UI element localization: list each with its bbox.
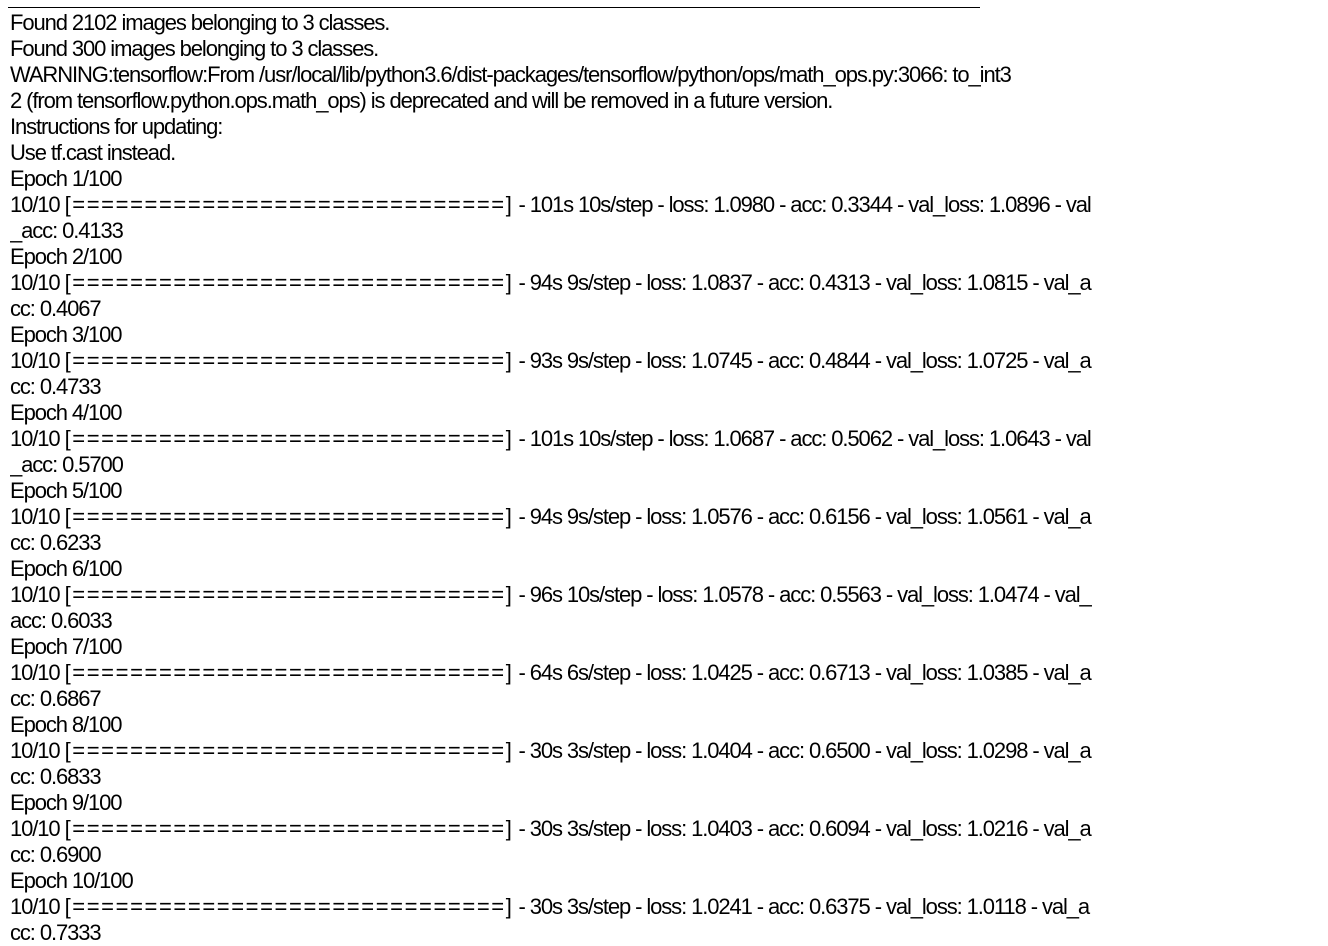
output-line: Found 300 images belonging to 3 classes.: [10, 36, 379, 61]
epoch-progress-line: [10, 270, 1328, 296]
epoch-metrics: - 30s 3s/step - loss: 1.0403 - acc: 0.6094 - val_loss: 1.0216 - val_a: [513, 816, 1091, 841]
epoch-progress-line: [10, 348, 1328, 374]
epoch-metrics-wrap: acc: 0.6033: [10, 608, 112, 633]
epoch-progress-line: [10, 582, 1328, 608]
epoch-label: Epoch 10/100: [10, 868, 133, 893]
step-count: 10/10: [10, 582, 65, 607]
step-count: 10/10: [10, 270, 65, 295]
progress-bar: [==============================]: [64, 660, 514, 685]
step-count: 10/10: [10, 660, 65, 685]
progress-bar: [==============================]: [64, 504, 514, 529]
epoch-label: Epoch 8/100: [10, 712, 122, 737]
epoch-label: Epoch 5/100: [10, 478, 122, 503]
epoch-metrics-wrap: cc: 0.4733: [10, 374, 101, 399]
epoch-label: Epoch 9/100: [10, 790, 122, 815]
step-count: 10/10: [10, 192, 65, 217]
progress-bar: [==============================]: [64, 348, 514, 373]
progress-bar: [==============================]: [64, 816, 514, 841]
output-line: Found 2102 images belonging to 3 classes.: [10, 10, 390, 35]
step-count: 10/10: [10, 816, 65, 841]
epoch-metrics: - 30s 3s/step - loss: 1.0241 - acc: 0.6375 - val_loss: 1.0118 - val_a: [513, 894, 1090, 919]
epoch-metrics-wrap: cc: 0.6233: [10, 530, 101, 555]
epoch-metrics-wrap: _acc: 0.5700: [10, 452, 123, 477]
output-line: Instructions for updating:: [10, 114, 223, 139]
epoch-label: Epoch 2/100: [10, 244, 122, 269]
epoch-metrics-wrap: _acc: 0.4133: [10, 218, 123, 243]
epoch-label: Epoch 6/100: [10, 556, 122, 581]
epoch-metrics: - 94s 9s/step - loss: 1.0576 - acc: 0.6156 - val_loss: 1.0561 - val_a: [513, 504, 1091, 529]
epoch-label: Epoch 1/100: [10, 166, 122, 191]
epoch-metrics: - 101s 10s/step - loss: 1.0687 - acc: 0.5062 - val_loss: 1.0643 - val: [513, 426, 1091, 451]
progress-bar: [==============================]: [64, 894, 514, 919]
epoch-metrics: - 30s 3s/step - loss: 1.0404 - acc: 0.6500 - val_loss: 1.0298 - val_a: [513, 738, 1091, 763]
step-count: 10/10: [10, 504, 65, 529]
step-count: 10/10: [10, 426, 65, 451]
step-count: 10/10: [10, 894, 65, 919]
step-count: 10/10: [10, 738, 65, 763]
epoch-metrics: - 96s 10s/step - loss: 1.0578 - acc: 0.5563 - val_loss: 1.0474 - val_: [513, 582, 1091, 607]
epoch-metrics: - 93s 9s/step - loss: 1.0745 - acc: 0.4844 - val_loss: 1.0725 - val_a: [513, 348, 1091, 373]
step-count: 10/10: [10, 348, 65, 373]
epoch-label: Epoch 7/100: [10, 634, 122, 659]
epoch-metrics-wrap: cc: 0.6900: [10, 842, 101, 867]
progress-bar: [==============================]: [64, 738, 514, 763]
progress-bar: [==============================]: [64, 192, 514, 217]
epoch-label: Epoch 4/100: [10, 400, 122, 425]
epoch-metrics-wrap: cc: 0.7333: [10, 920, 101, 945]
epoch-progress-line: [10, 816, 1328, 842]
epoch-metrics-wrap: cc: 0.4067: [10, 296, 101, 321]
output-line: Use tf.cast instead.: [10, 140, 176, 165]
epoch-progress-line: [10, 894, 1328, 920]
epoch-metrics-wrap: cc: 0.6867: [10, 686, 101, 711]
epoch-progress-line: [10, 192, 1328, 218]
console-output: [10, 10, 1328, 946]
warning-line: WARNING:tensorflow:From /usr/local/lib/python3.6/dist-packages/tensorflow/python/ops/math_ops.py:3066: to_int3: [10, 62, 1011, 87]
epoch-metrics: - 101s 10s/step - loss: 1.0980 - acc: 0.3344 - val_loss: 1.0896 - val: [513, 192, 1091, 217]
epoch-progress-line: [10, 504, 1328, 530]
epoch-progress-line: [10, 426, 1328, 452]
progress-bar: [==============================]: [64, 426, 514, 451]
warning-line: 2 (from tensorflow.python.ops.math_ops) is deprecated and will be removed in a future version.: [10, 88, 833, 113]
epoch-progress-line: [10, 660, 1328, 686]
progress-bar: [==============================]: [64, 270, 514, 295]
progress-bar: [==============================]: [64, 582, 514, 607]
epoch-metrics-wrap: cc: 0.6833: [10, 764, 101, 789]
epoch-progress-line: [10, 738, 1328, 764]
separator-line: [8, 7, 980, 8]
epoch-metrics: - 94s 9s/step - loss: 1.0837 - acc: 0.4313 - val_loss: 1.0815 - val_a: [513, 270, 1091, 295]
epoch-label: Epoch 3/100: [10, 322, 122, 347]
epoch-metrics: - 64s 6s/step - loss: 1.0425 - acc: 0.6713 - val_loss: 1.0385 - val_a: [513, 660, 1091, 685]
